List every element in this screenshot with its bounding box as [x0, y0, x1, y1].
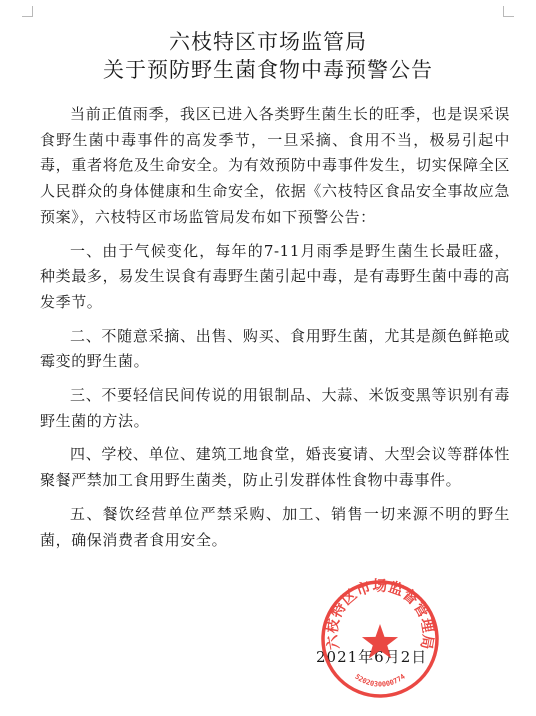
- title-line-1: 六枝特区市场监管局: [169, 30, 367, 54]
- item-paragraph-4: 四、学校、单位、建筑工地食堂，婚丧宴请、大型会议等群体性聚餐严禁加工食用野生菌类，防止引发群体性食物中毒事件。: [40, 445, 510, 490]
- issue-date: 2021年6月2日: [316, 648, 428, 666]
- page-corner-mark-left: [22, 6, 33, 17]
- item-paragraph-1: 一、由于气候变化，每年的7-11月雨季是野生菌生长最旺盛，种类最多，易发生误食有毒野生菌引起中毒，是有毒野生菌中毒的高发季节。: [40, 241, 510, 311]
- star-icon: [362, 624, 398, 658]
- page-corner-mark-right: [503, 6, 514, 17]
- item-paragraph-3: 三、不要轻信民间传说的用银制品、大蒜、米饭变黑等识别有毒野生菌的方法。: [40, 386, 510, 430]
- intro-paragraph: 当前正值雨季，我区已进入各类野生菌生长的旺季，也是误采误食野生菌中毒事件的高发季节，一旦采摘、食用不当，极易引起中毒，重者将危及生命安全。为有效预防中毒事件发生，切实保障全区人民群众的身体健康和生命安全，依据《六枝特区食品安全事故应急预案》，六枝特区市场监管局发布如下预警公告：: [40, 105, 510, 226]
- item-paragraph-2: 二、不随意采摘、出售、购买、食用野生菌，尤其是颜色鲜艳或霉变的野生菌。: [40, 326, 510, 371]
- seal-org-name: 六枝特区市场监督管理局: [323, 577, 437, 652]
- official-seal: [320, 569, 440, 709]
- seal-code: 5202030000774: [353, 672, 407, 689]
- announcement-body: [40, 102, 510, 561]
- title-line-2: 关于预防野生菌食物中毒预警公告: [103, 58, 433, 82]
- item-paragraph-5: 五、餐饮经营单位严禁采购、加工、销售一切来源不明的野生菌，确保消费者食用安全。: [40, 504, 510, 549]
